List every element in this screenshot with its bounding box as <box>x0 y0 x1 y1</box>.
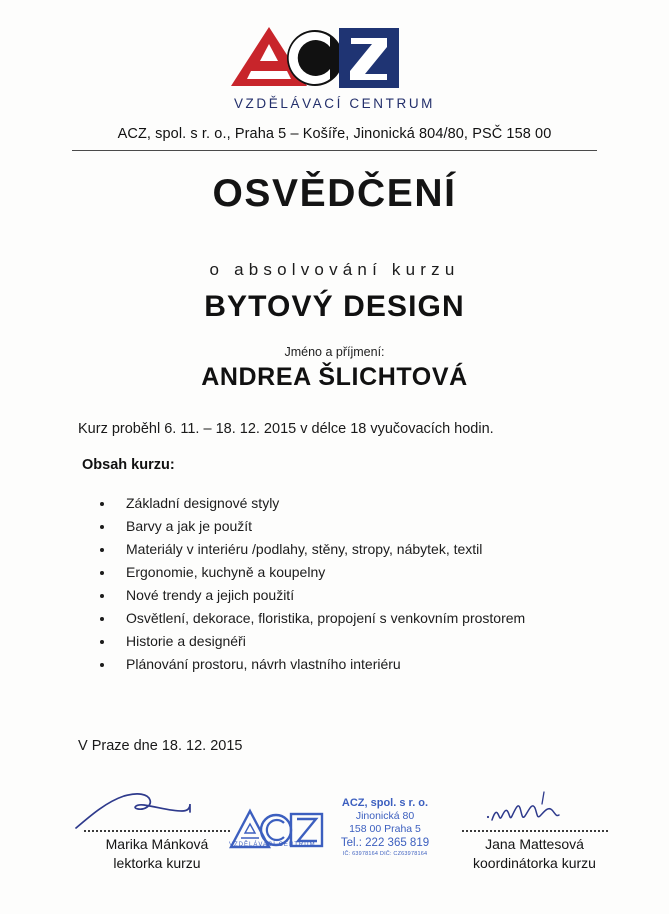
signature-ink-icon <box>432 790 637 830</box>
header-divider <box>72 150 597 151</box>
course-content-list <box>96 492 616 676</box>
stamp-street: Jinonická 80 <box>355 810 415 822</box>
course-content-heading: Obsah kurzu: <box>82 457 175 473</box>
recipient-name: ANDREA ŠLICHTOVÁ <box>201 363 468 391</box>
stamp-city: 158 00 Praha 5 <box>349 823 421 835</box>
course-content-item: Ergonomie, kuchyně a koupelny <box>96 561 616 584</box>
logo-square-z-icon <box>339 28 399 88</box>
signature-role-coordinator: koordinátorka kurzu <box>473 855 596 871</box>
course-content-item: Materiály v interiéru /podlahy, stěny, stropy, nábytek, textil <box>96 538 616 561</box>
stamp-ids: IČ: 63978164 DIČ: CZ63978164 <box>342 851 428 857</box>
course-content-item: Historie a designéři <box>96 630 616 653</box>
course-content-item: Barvy a jak je použít <box>96 515 616 538</box>
course-name: BYTOVÝ DESIGN <box>204 290 465 323</box>
logo-subtitle: VZDĚLÁVACÍ CENTRUM <box>233 96 436 111</box>
recipient-name-label: Jméno a příjmení: <box>284 345 385 359</box>
signature-ink-icon <box>62 790 252 830</box>
certificate-subtitle: o absolvování kurzu <box>209 260 460 279</box>
course-content-item: Osvětlení, dekorace, floristika, propojení s venkovním prostorem <box>96 607 616 630</box>
company-logo <box>0 26 669 111</box>
company-stamp <box>228 796 440 858</box>
stamp-company: ACZ, spol. s r. o. <box>341 797 429 809</box>
course-duration-text: Kurz proběhl 6. 11. – 18. 12. 2015 v délce 18 vyučovacích hodin. <box>78 421 494 437</box>
acz-logo-mark <box>229 26 441 88</box>
signature-role-lecturer: lektorka kurzu <box>113 855 201 871</box>
signature-block-coordinator <box>432 790 637 873</box>
stamp-logo-subtitle: VZDĚLÁVACÍ CENTRUM <box>229 842 316 848</box>
stamp-phone: Tel.: 222 365 819 <box>340 837 430 849</box>
handwritten-signature-coordinator <box>432 790 637 830</box>
company-address: ACZ, spol. s r. o., Praha 5 – Košíře, Jinonická 804/80, PSČ 158 00 <box>117 126 552 142</box>
signature-block-lecturer <box>62 790 252 873</box>
handwritten-signature-lecturer <box>62 790 252 830</box>
signature-name-coordinator: Jana Mattesová <box>485 836 584 852</box>
course-content-item: Základní designové styly <box>96 492 616 515</box>
stamp-text-block <box>326 796 444 858</box>
course-content-item: Plánování prostoru, návrh vlastního interiéru <box>96 653 616 676</box>
page-title: OSVĚDČENÍ <box>212 172 457 215</box>
signature-name-lecturer: Marika Mánková <box>105 836 209 852</box>
place-and-date: V Praze dne 18. 12. 2015 <box>78 738 243 754</box>
signature-line-lecturer <box>84 830 230 832</box>
course-content-item: Nové trendy a jejich použití <box>96 584 616 607</box>
logo-circle-c-icon <box>286 29 344 87</box>
signature-line-coordinator <box>462 830 608 832</box>
